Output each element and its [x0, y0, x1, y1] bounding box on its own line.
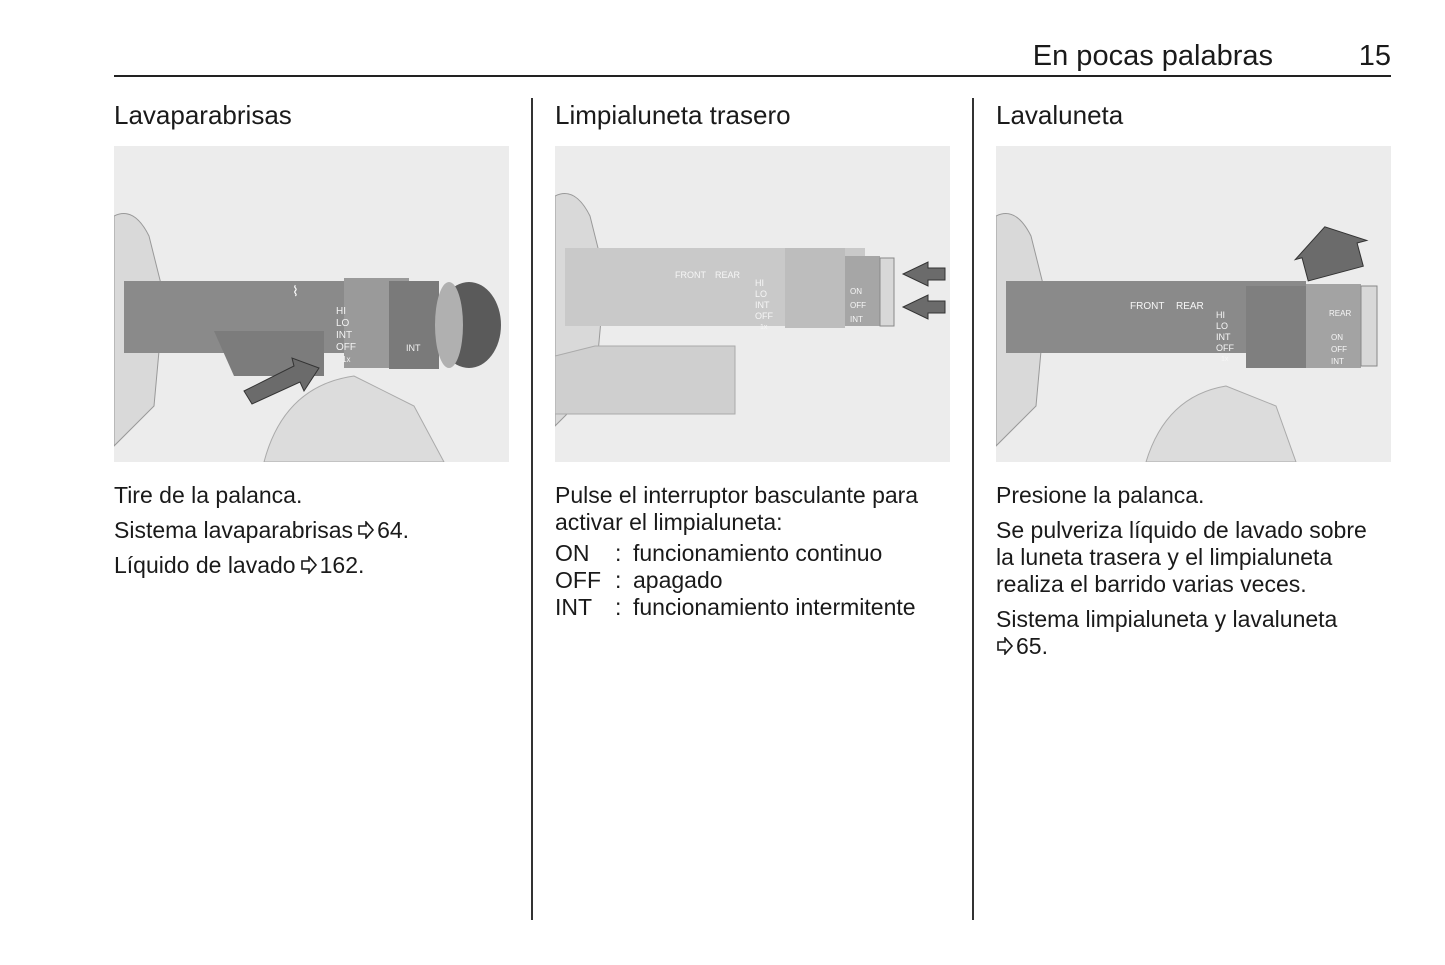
label-1x: 1x	[1221, 356, 1229, 363]
column-divider-1	[531, 98, 533, 920]
wiper-lever-illustration	[555, 146, 950, 462]
label-off: OFF	[755, 311, 773, 321]
column-divider-2	[972, 98, 974, 920]
label-hi: HI	[1216, 310, 1225, 320]
definition-row	[555, 567, 950, 594]
instruction-text: Presione la palanca.	[996, 482, 1205, 508]
definition-separator: :	[615, 567, 622, 593]
definition-term: OFF	[555, 567, 601, 593]
label-lo: LO	[755, 289, 768, 299]
section-lavaluneta	[996, 98, 1391, 668]
section-limpialuneta-trasero	[555, 98, 950, 621]
label-int-rocker: INT	[1331, 357, 1344, 366]
label-rear: REAR	[715, 270, 741, 280]
label-rear-rocker: REAR	[1329, 309, 1352, 318]
label-on: ON	[850, 287, 862, 296]
definition-description: apagado	[633, 567, 723, 593]
label-rear: REAR	[1176, 301, 1204, 312]
section-heading: Lavaluneta	[996, 100, 1124, 130]
header-rule	[114, 75, 1391, 77]
label-lo: LO	[336, 318, 350, 329]
section-heading: Limpialuneta trasero	[555, 100, 791, 130]
definition-row	[555, 540, 950, 567]
cross-reference[interactable]: Líquido de lavado 162.	[114, 552, 365, 578]
wiper-lever-illustration	[996, 146, 1391, 462]
cross-reference[interactable]: Sistema lavaparabrisas 64.	[114, 517, 410, 543]
label-on: ON	[1331, 333, 1343, 342]
label-hi: HI	[336, 306, 346, 317]
label-1x: 1x	[760, 324, 768, 331]
definition-separator: :	[615, 540, 622, 566]
section-lavaparabrisas	[114, 98, 509, 587]
instruction-text: Tire de la palanca.	[114, 482, 303, 508]
label-off: OFF	[336, 342, 356, 353]
label-off-rocker: OFF	[1331, 345, 1347, 354]
definition-row	[555, 594, 950, 621]
label-off-rocker: OFF	[850, 301, 866, 310]
section-body	[114, 482, 509, 579]
definition-term: INT	[555, 594, 593, 620]
label-lo: LO	[1216, 321, 1229, 331]
label-hi: HI	[755, 278, 764, 288]
label-int-rocker: INT	[850, 315, 863, 324]
mode-definition-list	[555, 540, 950, 621]
label-front: FRONT	[675, 270, 706, 280]
description-text: Se pulveriza líquido de lavado sobre la luneta trasera y el limpialuneta realiza el barrido varias veces.	[996, 517, 1367, 597]
label-int: INT	[1216, 332, 1231, 342]
intro-text: Pulse el interruptor basculante para activar el limpialuneta:	[555, 482, 919, 535]
label-int: INT	[336, 330, 353, 341]
definition-term: ON	[555, 540, 590, 566]
label-front: FRONT	[1130, 301, 1165, 312]
running-header-title: En pocas palabras	[1032, 40, 1273, 72]
cross-reference-arrow-icon	[300, 553, 318, 571]
wiper-lever-illustration	[114, 146, 509, 462]
definition-separator: :	[615, 594, 622, 620]
label-off: OFF	[1216, 343, 1234, 353]
definition-description: funcionamiento continuo	[633, 540, 883, 566]
cross-reference[interactable]: Sistema limpialuneta y lavaluneta 65.	[996, 606, 1338, 659]
section-heading: Lavaparabrisas	[114, 100, 292, 130]
section-body	[996, 482, 1391, 660]
cross-reference-arrow-icon	[996, 634, 1014, 652]
label-int-ring: INT	[406, 343, 421, 353]
section-body	[555, 482, 950, 621]
label-1x: 1x	[342, 355, 351, 364]
label-int: INT	[755, 300, 770, 310]
cross-reference-arrow-icon	[357, 518, 375, 536]
definition-description: funcionamiento intermitente	[633, 594, 916, 620]
svg-text:⌇: ⌇	[292, 283, 299, 299]
page-number: 15	[1358, 40, 1391, 72]
